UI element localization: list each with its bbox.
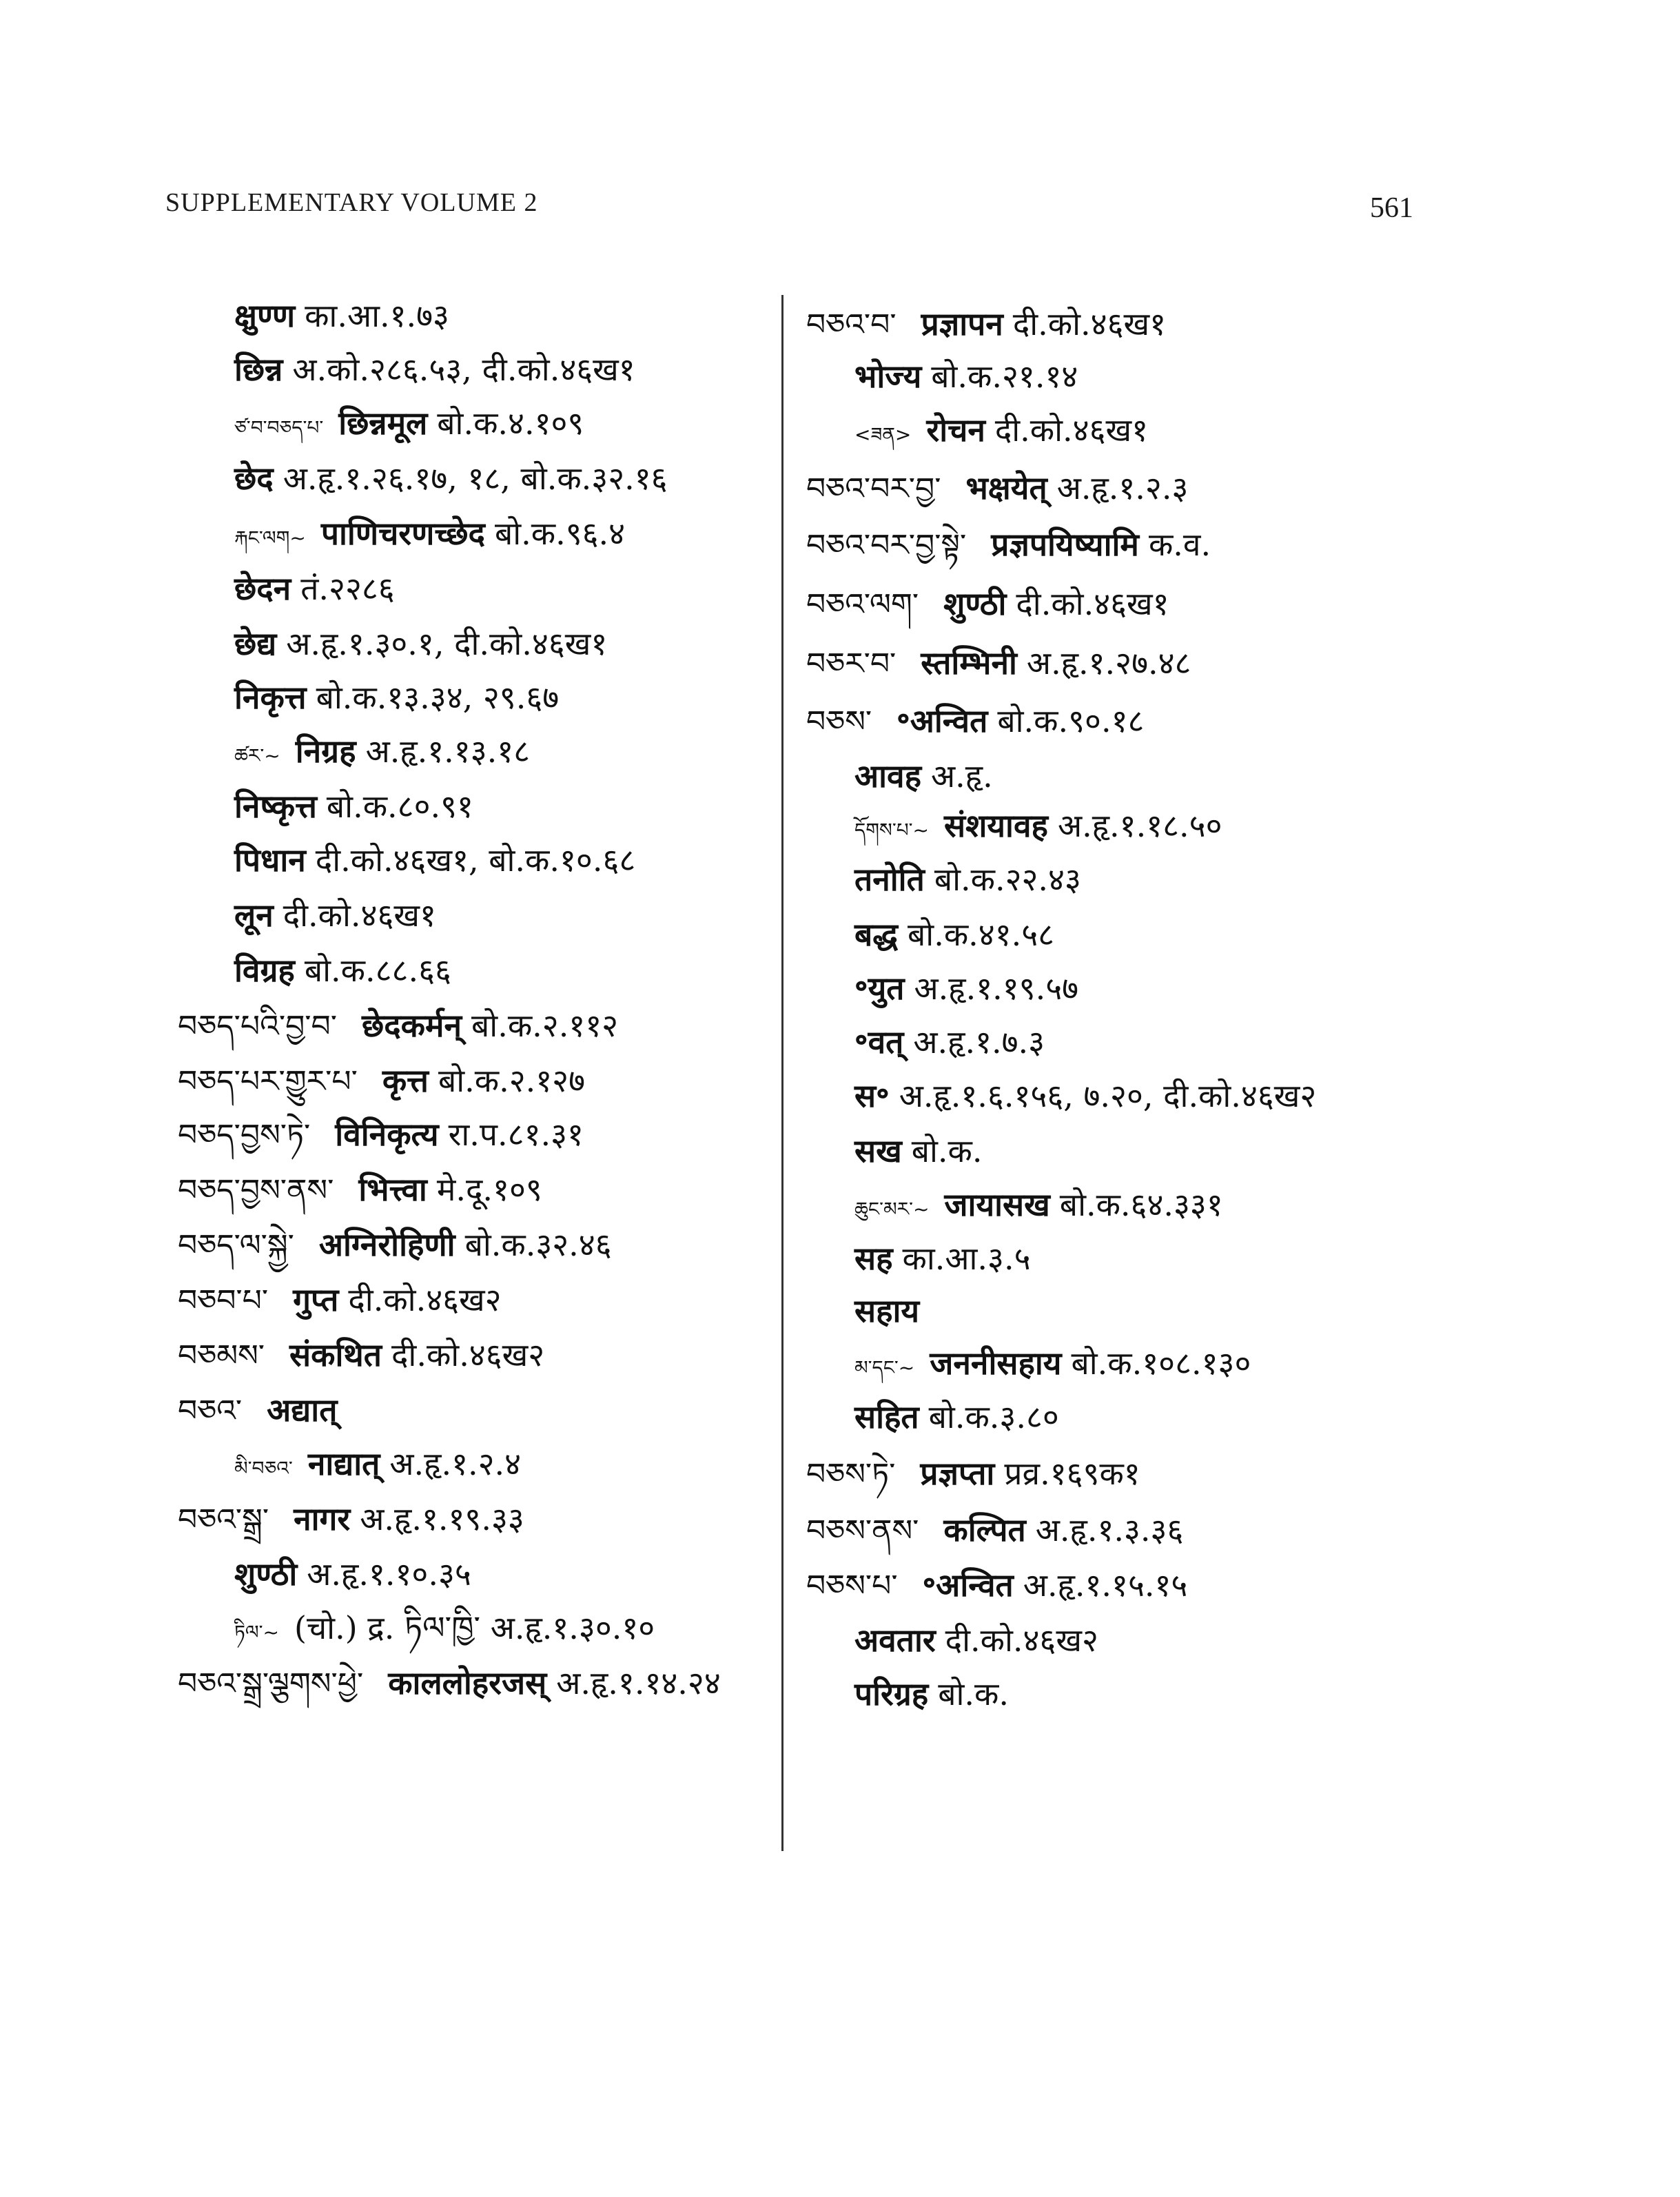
source-reference: अ.हृ.१.२.४ <box>389 1445 522 1482</box>
tibetan-term: བཅའ་ <box>178 1393 243 1429</box>
right-column-entry <box>806 700 1144 748</box>
source-reference: अ.हृ.१.७.३ <box>913 1023 1045 1061</box>
tibetan-term: བཅད་བྱས་ཏེ་ <box>178 1118 311 1153</box>
sanskrit-headword: शुण्ठी <box>234 1555 298 1593</box>
source-reference: अ.हृ.१.१९.३३ <box>360 1500 524 1537</box>
tibetan-term: བཅས་པ་ <box>806 1568 898 1604</box>
left-column-entry <box>178 1334 544 1382</box>
right-column-entry <box>854 356 1078 404</box>
tibetan-term: མ་དང་~ <box>854 1356 915 1379</box>
right-column-entry <box>806 642 1191 691</box>
sanskrit-headword: छेदकर्मन् <box>361 1007 462 1044</box>
left-column-entry <box>178 1279 502 1327</box>
source-reference: दी.को.४६ख२ <box>945 1622 1098 1659</box>
page-number: 561 <box>1370 192 1413 224</box>
sanskrit-headword: संकथित <box>289 1336 382 1373</box>
right-column-entry <box>806 467 1188 515</box>
source-reference: बो.क.२.१२७ <box>438 1062 586 1099</box>
sanskrit-headword: ॰वत् <box>854 1023 904 1061</box>
tibetan-term: བཅམས་ <box>178 1338 265 1373</box>
sanskrit-headword: अद्यात् <box>267 1391 338 1429</box>
source-reference: बो.क.९०.१८ <box>997 702 1145 739</box>
tibetan-term: བཅད་པར་གྱུར་པ་ <box>178 1064 358 1099</box>
tibetan-term: བཅད་ལ་སྐྱེ་ <box>178 1228 294 1263</box>
sanskrit-headword: अग्निरोहिणी <box>318 1226 455 1263</box>
sanskrit-headword: जननीसहाय <box>930 1345 1062 1382</box>
sanskrit-headword: नागर <box>294 1500 351 1537</box>
source-reference: अ.को.२८६.५३, दी.को.४६ख१ <box>292 351 635 388</box>
left-column-entry <box>234 458 668 506</box>
source-reference: अ.हृ.१.३.३६ <box>1035 1511 1184 1549</box>
left-column-entry <box>234 1443 521 1491</box>
left-column-entry <box>234 1553 471 1602</box>
source-reference: का.आ.१.७३ <box>305 297 449 334</box>
sanskrit-headword: सख <box>854 1132 902 1169</box>
left-column-entry <box>234 349 635 397</box>
sanskrit-headword: कृत्त <box>382 1062 429 1099</box>
source-reference: दी.को.४६ख१ <box>994 411 1149 449</box>
sanskrit-headword: रोचन <box>926 411 985 449</box>
sanskrit-headword: पिधान <box>234 841 306 879</box>
right-column-entry <box>854 755 993 804</box>
sanskrit-headword: अवतार <box>854 1622 936 1659</box>
sanskrit-headword: सहाय <box>854 1292 920 1329</box>
source-reference: दी.को.४६ख१, बो.क.१०.६८ <box>315 841 636 879</box>
left-column-entry <box>234 895 436 943</box>
left-column-entry <box>178 1498 524 1546</box>
sanskrit-headword: छेदन <box>234 570 291 607</box>
source-reference: बो.क.२२.४३ <box>934 861 1081 898</box>
left-column-entry <box>234 402 584 451</box>
running-head: SUPPLEMENTARY VOLUME 2 <box>165 188 538 217</box>
right-column-entry <box>854 805 1222 853</box>
sanskrit-headword: छिन्न <box>234 351 283 388</box>
source-reference: बो.क. <box>938 1675 1009 1713</box>
source-reference: दी.को.४६ख२ <box>391 1336 545 1373</box>
right-column-entry <box>854 1238 1031 1286</box>
source-reference: बो.क.६४.३३१ <box>1059 1186 1223 1223</box>
sanskrit-headword: निग्रह <box>295 733 356 770</box>
source-reference: अ.हृ.१.१४.२४ <box>556 1664 721 1702</box>
sanskrit-headword: काललोहरजस् <box>388 1664 547 1702</box>
source-reference: बो.क.१३.३४, २९.६७ <box>316 679 560 716</box>
source-reference: अ.हृ.१.१८.५० <box>1057 807 1222 844</box>
sanskrit-headword: शुण्ठी <box>943 585 1007 622</box>
sanskrit-headword: भित्त्वा <box>358 1171 427 1208</box>
left-column-entry <box>178 1662 721 1710</box>
source-reference: अ.हृ.१.३०.१, दी.को.४६ख१ <box>286 625 608 662</box>
tibetan-term: བཅས་ <box>806 704 872 739</box>
sanskrit-headword: ॰अन्वित <box>922 1566 1014 1604</box>
sanskrit-headword: स्तम्भिनी <box>921 644 1017 682</box>
left-column-entry <box>178 1224 612 1272</box>
tibetan-term: བཅས་ནས་ <box>806 1513 919 1549</box>
right-column-entry <box>854 1396 1059 1444</box>
source-reference: बो.क.४१.५८ <box>908 916 1055 953</box>
sanskrit-headword: भक्षयेत् <box>965 469 1047 507</box>
source-reference: क.व. <box>1148 526 1211 563</box>
left-column-entry <box>178 1389 347 1438</box>
tibetan-term: བཅས་ཏེ་ <box>806 1457 896 1492</box>
sanskrit-headword: प्रज्ञापन <box>921 305 1003 343</box>
tibetan-term: བཅའ་སྒྲ་ལྕགས་ཕྱེ་ <box>178 1666 364 1702</box>
source-reference: अ.हृ.१.१०.३५ <box>307 1555 471 1593</box>
source-reference: अ.हृ.१.१३.१८ <box>365 733 531 770</box>
tibetan-term: བཅའ་བར་བྱ་སྟེ་ <box>806 528 967 563</box>
source-reference: दी.को.४६ख१ <box>1012 305 1167 343</box>
tibetan-term: <ཟན> <box>854 423 912 446</box>
column-divider <box>781 295 783 1851</box>
source-reference: बो.क.२.११२ <box>471 1007 619 1044</box>
right-column-entry <box>806 303 1166 351</box>
right-column-entry <box>854 409 1148 458</box>
tibetan-term: བཅའ་བ་ <box>806 307 897 343</box>
tibetan-term: བཅབ་པ་ <box>178 1283 269 1318</box>
right-column-entry <box>854 1342 1251 1391</box>
source-reference: दी.को.४६ख१ <box>1016 585 1169 622</box>
right-column-entry <box>854 1184 1223 1232</box>
left-column-entry <box>234 513 625 561</box>
source-reference: (चो.) द्र. ཏིལ་ཁྱི་ अ.हृ.१.३०.१० <box>294 1609 655 1646</box>
sanskrit-headword: प्रज्ञप्ता <box>920 1455 995 1492</box>
source-reference: बो.क.१०८.१३० <box>1071 1345 1251 1382</box>
left-column-entry <box>234 950 451 998</box>
sanskrit-headword: विग्रह <box>234 952 295 989</box>
tibetan-term: ཚར་~ <box>234 744 280 767</box>
left-column-entry <box>178 1060 585 1108</box>
right-column-entry <box>806 583 1169 631</box>
left-column-entry <box>234 839 635 888</box>
sanskrit-headword: सहित <box>854 1398 919 1435</box>
sanskrit-headword: ॰युत <box>854 970 905 1007</box>
sanskrit-headword: जायासख <box>944 1186 1050 1223</box>
tibetan-term: བཅའ་བར་བྱ་ <box>806 471 941 507</box>
sanskrit-headword: प्रज्ञपयिष्यामि <box>991 526 1139 563</box>
right-column-entry <box>854 968 1078 1016</box>
source-reference: दी.को.४६ख२ <box>348 1281 502 1318</box>
source-reference: बो.क.३.८० <box>928 1398 1059 1435</box>
tibetan-term: བཅའ་སྒྲ་ <box>178 1502 269 1537</box>
source-reference: अ.हृ.१.१९.५७ <box>914 970 1079 1007</box>
source-reference: तं.२२८६ <box>300 570 395 607</box>
tibetan-term: ཏིལ་~ <box>234 1621 280 1644</box>
right-column-entry <box>806 1453 1140 1501</box>
sanskrit-headword: पाणिचरणच्छेद <box>320 515 485 552</box>
right-column-entry <box>854 859 1081 907</box>
left-column-entry <box>178 1114 584 1162</box>
source-reference: दी.को.४६ख१ <box>283 897 436 934</box>
right-column-entry <box>854 1619 1098 1668</box>
source-reference: का.आ.३.५ <box>902 1240 1031 1277</box>
source-reference: बो.क.२१.१४ <box>931 358 1078 395</box>
sanskrit-headword: भोज्य <box>854 358 922 395</box>
source-reference: अ.हृ.१.२.३ <box>1056 469 1189 507</box>
sanskrit-headword: विनिकृत्य <box>335 1116 439 1153</box>
sanskrit-headword: ॰अन्वित <box>897 702 988 739</box>
tibetan-term: ཆུང་མར་~ <box>854 1198 930 1220</box>
left-column-entry <box>178 1005 618 1053</box>
sanskrit-headword: क्षुण्ण <box>234 297 296 334</box>
source-reference: अ.हृ.१.१५.१५ <box>1023 1566 1188 1604</box>
left-column-entry <box>234 623 607 671</box>
sanskrit-headword: आवह <box>854 757 922 795</box>
right-column-entry <box>806 1564 1187 1613</box>
sanskrit-headword: संशयावह <box>944 807 1048 844</box>
source-reference: बो.क. <box>911 1132 983 1169</box>
sanskrit-headword: लून <box>234 897 274 934</box>
sanskrit-headword: सह <box>854 1240 893 1277</box>
sanskrit-headword: छेद्य <box>234 625 277 662</box>
sanskrit-headword: छिन्नमूल <box>338 405 428 442</box>
sanskrit-headword: निष्कृत्त <box>234 788 317 825</box>
tibetan-term: བཅད་པའི་བྱ་བ་ <box>178 1009 337 1044</box>
left-column-entry <box>234 730 530 779</box>
right-column-entry <box>854 1021 1045 1070</box>
source-reference: रा.प.८१.३१ <box>448 1116 584 1153</box>
sanskrit-headword: कल्पित <box>943 1511 1026 1549</box>
sanskrit-headword: निकृत्त <box>234 679 307 716</box>
tibetan-term: བཅད་བྱས་ནས་ <box>178 1173 334 1208</box>
source-reference: अ.हृ. <box>931 757 993 795</box>
left-column-entry <box>234 677 559 725</box>
source-reference: मे.दू.१०९ <box>436 1171 542 1208</box>
tibetan-term: ཙ་བ་བཅད་པ་ <box>234 416 324 439</box>
sanskrit-headword: नाद्यात् <box>307 1445 380 1482</box>
right-column-entry <box>854 1075 1316 1123</box>
source-reference: अ.हृ.१.२६.१७, १८, बो.क.३२.१६ <box>283 460 668 497</box>
source-reference: प्रव्र.१६९क१ <box>1004 1455 1140 1492</box>
source-reference: बो.क.४.१०९ <box>437 405 584 442</box>
tibetan-term: དོགས་པ་~ <box>854 819 929 841</box>
tibetan-term: མི་བཅའ་ <box>234 1457 293 1480</box>
right-column-entry <box>854 914 1054 962</box>
sanskrit-headword: बद्ध <box>854 916 899 953</box>
tibetan-term: བཅར་བ་ <box>806 646 897 682</box>
tibetan-term: རྐང་ལག~ <box>234 527 306 549</box>
source-reference: बो.क.८०.९१ <box>326 788 473 825</box>
sanskrit-headword: स॰ <box>854 1077 890 1114</box>
left-column-entry <box>178 1169 542 1217</box>
sanskrit-headword: तनोति <box>854 861 925 898</box>
sanskrit-headword: परिग्रह <box>854 1675 929 1713</box>
right-column-entry <box>854 1130 983 1178</box>
left-column-entry <box>234 568 395 616</box>
right-column-entry <box>854 1673 1009 1721</box>
source-reference: बो.क.३२.४६ <box>464 1226 612 1263</box>
source-reference: बो.क.८८.६६ <box>304 952 451 989</box>
sanskrit-headword: गुप्त <box>293 1281 339 1318</box>
left-column-entry <box>234 786 473 834</box>
tibetan-term: བཅའ་ལག་ <box>806 587 919 622</box>
right-column-entry <box>806 1509 1183 1557</box>
source-reference: बो.क.९६.४ <box>494 515 626 552</box>
source-reference: अ.हृ.१.६.१५६, ७.२०, दी.को.४६ख२ <box>899 1077 1317 1114</box>
left-column-entry <box>234 295 449 343</box>
sanskrit-headword: छेद <box>234 460 274 497</box>
right-column-entry <box>854 1290 929 1338</box>
left-column-entry <box>234 1607 655 1655</box>
source-reference: अ.हृ.१.२७.४८ <box>1026 644 1191 682</box>
right-column-entry <box>806 524 1211 572</box>
